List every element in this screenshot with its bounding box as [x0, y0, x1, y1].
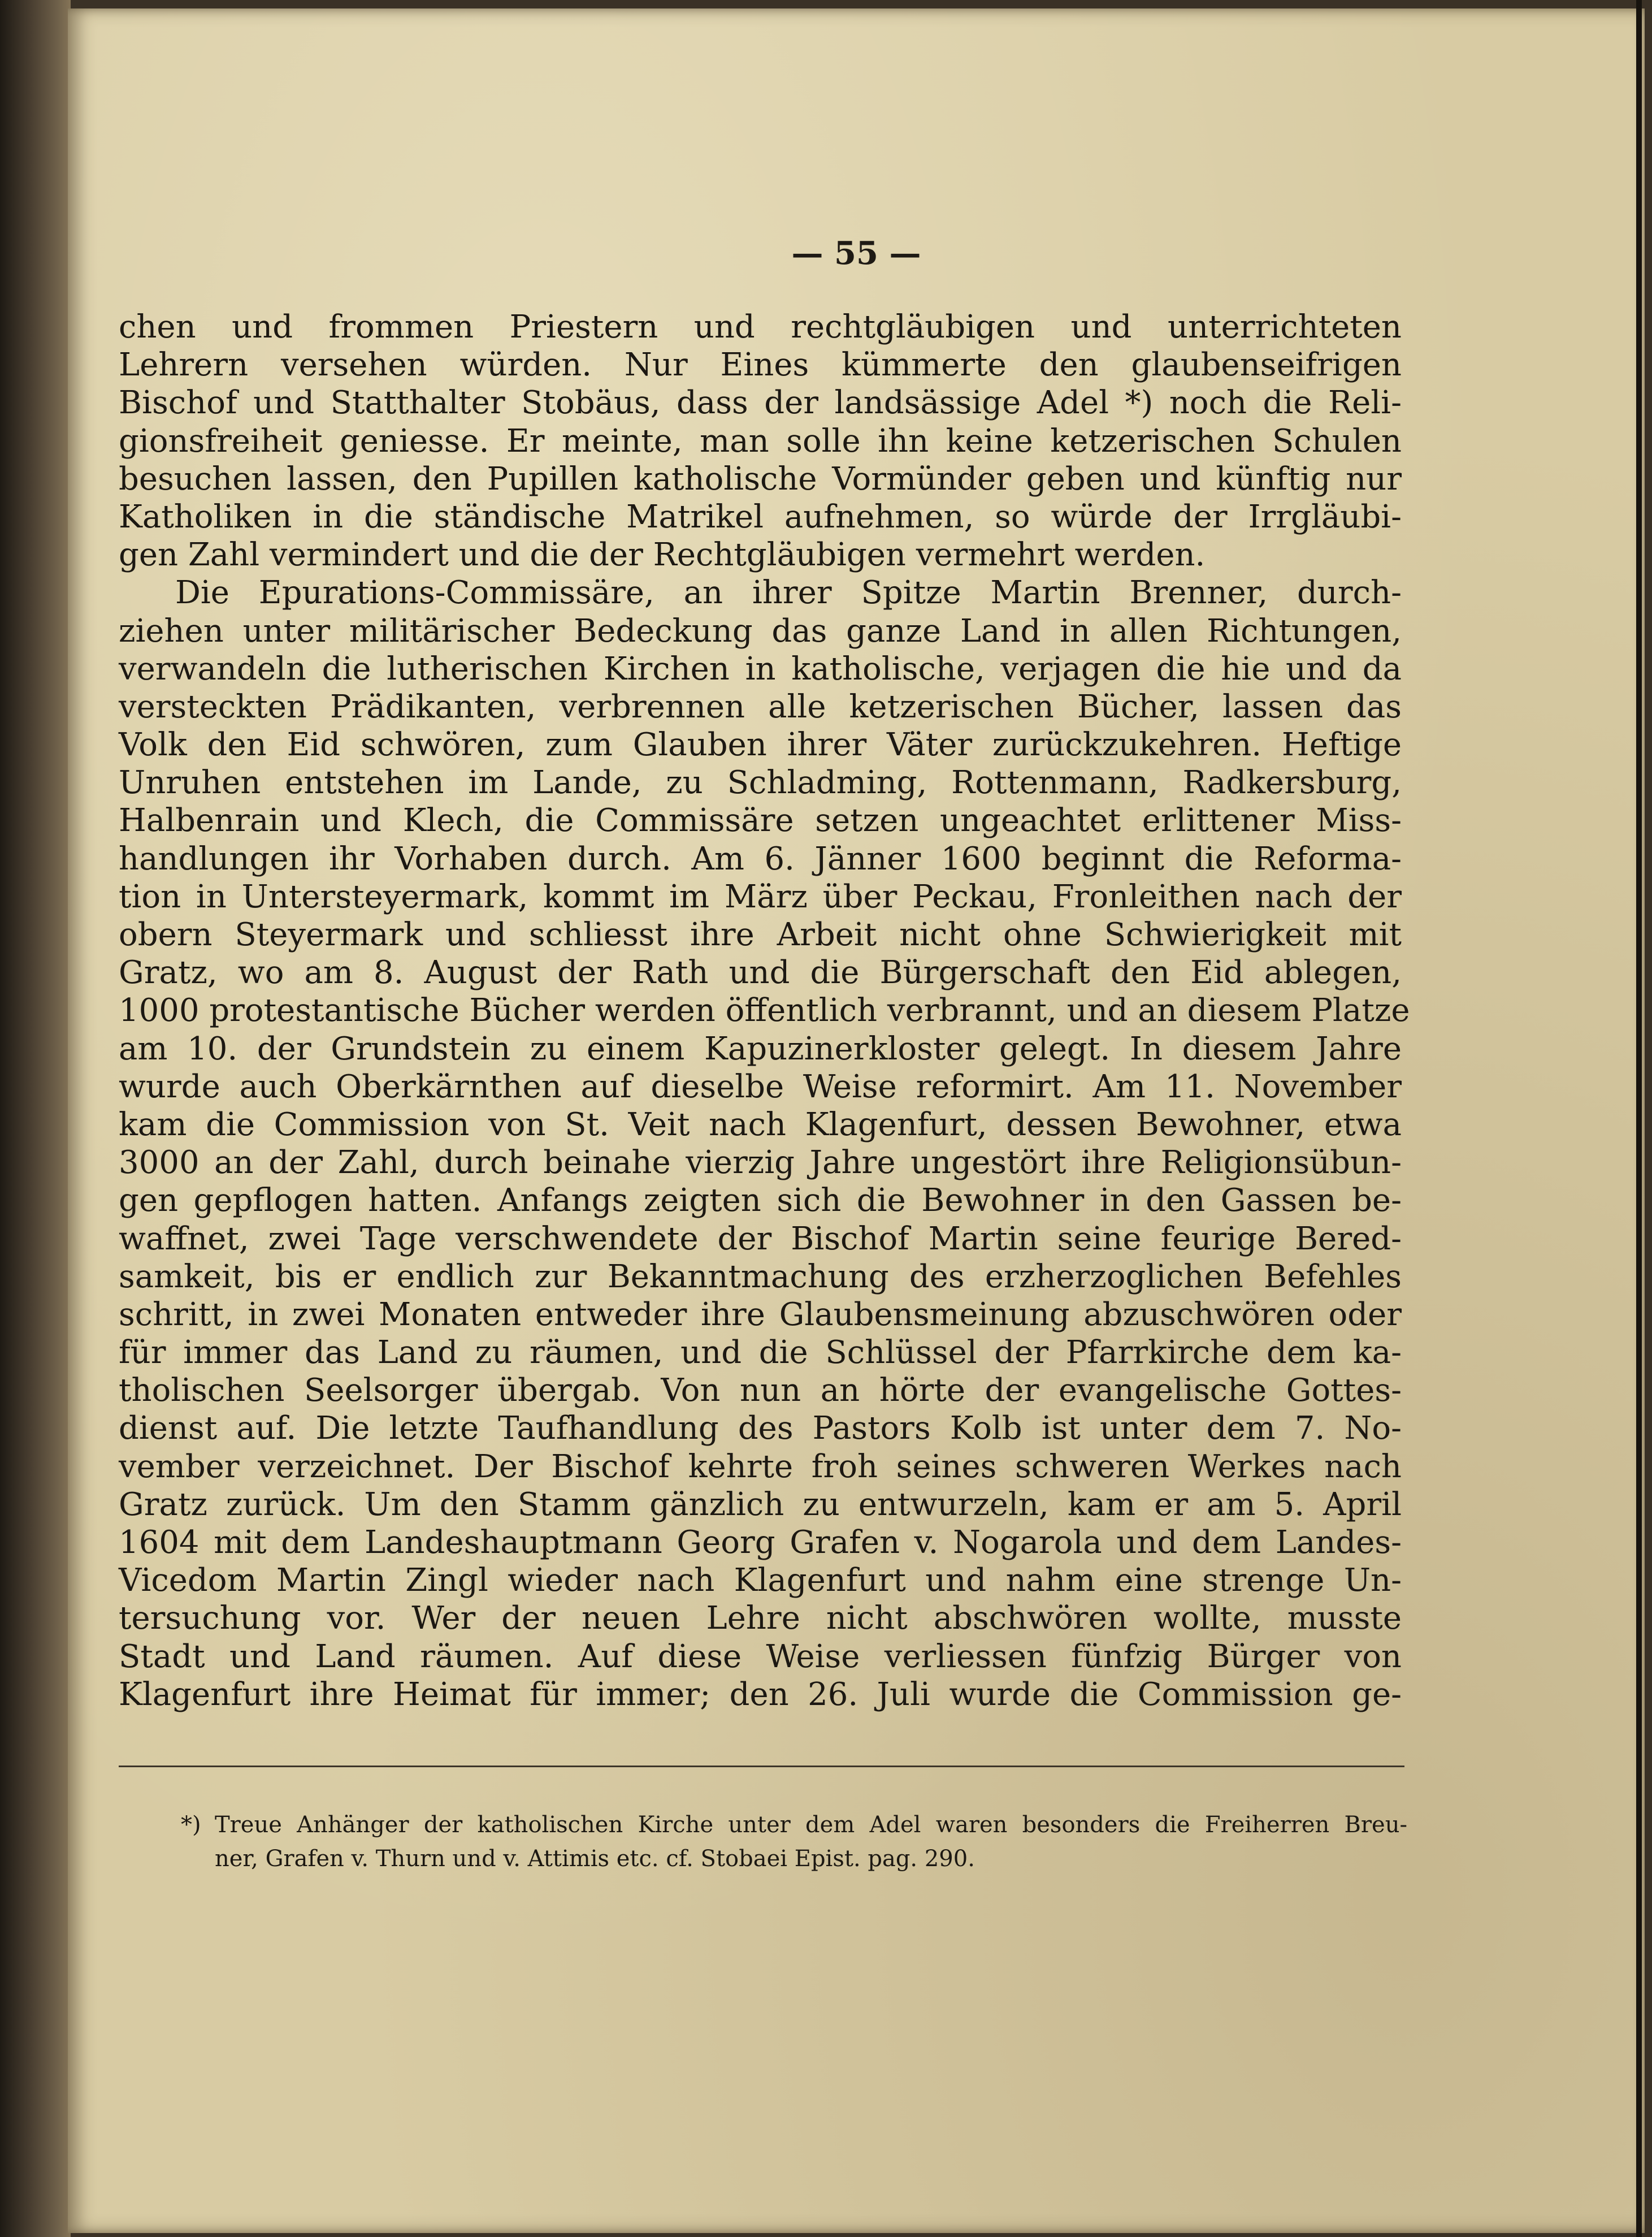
text-line: am 10. der Grundstein zu einem Kapuzinerkloster gelegt. In diesem Jahre: [119, 1030, 1402, 1067]
footnote-marker: *): [181, 1812, 201, 1838]
footnote-line: Treue Anhänger der katholischen Kirche unter dem Adel waren besonders die Freiherren Breu-: [215, 1812, 1407, 1838]
text-line: Volk den Eid schwören, zum Glauben ihrer Väter zurückzukehren. Heftige: [119, 726, 1402, 764]
text-line: Halbenrain und Klech, die Commissäre setzen ungeachtet erlittener Miss-: [119, 802, 1402, 840]
text-line: handlungen ihr Vorhaben durch. Am 6. Jänner 1600 beginnt die Reforma-: [119, 840, 1402, 877]
text-line: 3000 an der Zahl, durch beinahe vierzig Jahre ungestört ihre Religionsübun-: [119, 1144, 1402, 1182]
text-line: Die Epurations-Commissäre, an ihrer Spitze Martin Brenner, durch-: [175, 574, 1402, 612]
page-edge: [1636, 0, 1642, 2237]
footnote-divider: [119, 1766, 1404, 1767]
text-line: Gratz, wo am 8. August der Rath und die Bürgerschaft den Eid ablegen,: [119, 954, 1402, 992]
text-line: besuchen lassen, den Pupillen katholische Vormünder geben und künftig nur: [119, 460, 1402, 497]
text-line: 1604 mit dem Landeshauptmann Georg Grafen v. Nogarola und dem Landes-: [119, 1524, 1402, 1561]
text-line: obern Steyermark und schliesst ihre Arbeit nicht ohne Schwierigkeit mit: [119, 916, 1402, 953]
text-line: Katholiken in die ständische Matrikel aufnehmen, so würde der Irrgläubi-: [119, 498, 1402, 535]
text-line: chen und frommen Priestern und rechtgläubigen und unterrichteten: [119, 309, 1402, 345]
text-line: Unruhen entstehen im Lande, zu Schladming, Rottenmann, Radkersburg,: [119, 764, 1402, 802]
text-line: versteckten Prädikanten, verbrennen alle ketzerischen Bücher, lassen das: [119, 688, 1402, 725]
text-line: tersuchung vor. Wer der neuen Lehre nicht abschwören wollte, musste: [119, 1600, 1402, 1637]
page-number: — 55 —: [791, 235, 921, 272]
text-line: gen Zahl vermindert und die der Rechtgläubigen vermehrt werden.: [119, 536, 1206, 574]
text-line: Vicedom Martin Zingl wieder nach Klagenfurt und nahm eine strenge Un-: [119, 1562, 1402, 1599]
text-line: waffnet, zwei Tage verschwendete der Bischof Martin seine feurige Bered-: [119, 1220, 1402, 1257]
text-line: tion in Untersteyermark, kommt im März über Peckau, Fronleithen nach der: [119, 878, 1402, 915]
text-line: samkeit, bis er endlich zur Bekanntmachung des erzherzoglichen Befehles: [119, 1258, 1402, 1295]
text-line: verwandeln die lutherischen Kirchen in katholische, verjagen die hie und da: [119, 650, 1402, 687]
text-line: schritt, in zwei Monaten entweder ihre Glaubensmeinung abzuschwören oder: [119, 1296, 1402, 1333]
text-line: Stadt und Land räumen. Auf diese Weise verliessen fünfzig Bürger von: [119, 1638, 1402, 1675]
text-line: Bischof und Statthalter Stobäus, dass der landsässige Adel *) noch die Reli-: [119, 384, 1402, 422]
text-line: Klagenfurt ihre Heimat für immer; den 26. Juli wurde die Commission ge-: [119, 1676, 1402, 1713]
text-line: kam die Commission von St. Veit nach Klagenfurt, dessen Bewohner, etwa: [119, 1106, 1402, 1143]
book-spine: [0, 0, 71, 2237]
text-line: Lehrern versehen würden. Nur Eines kümmerte den glaubenseifrigen: [119, 347, 1402, 384]
text-line: wurde auch Oberkärnthen auf dieselbe Weise reformirt. Am 11. November: [119, 1068, 1402, 1105]
text-line: für immer das Land zu räumen, und die Schlüssel der Pfarrkirche dem ka-: [119, 1334, 1402, 1371]
body-text: [119, 308, 1410, 1714]
text-line: Gratz zurück. Um den Stamm gänzlich zu entwurzeln, kam er am 5. April: [119, 1486, 1402, 1523]
text-line: ziehen unter militärischer Bedeckung das ganze Land in allen Richtungen,: [119, 612, 1402, 650]
footnote: [181, 1808, 1407, 1876]
footnote-line: ner, Grafen v. Thurn und v. Attimis etc. cf. Stobaei Epist. pag. 290.: [215, 1846, 975, 1872]
text-line: vember verzeichnet. Der Bischof kehrte froh seines schweren Werkes nach: [119, 1448, 1402, 1485]
text-line: dienst auf. Die letzte Taufhandlung des Pastors Kolb ist unter dem 7. No-: [119, 1410, 1402, 1447]
text-line: gionsfreiheit geniesse. Er meinte, man solle ihn keine ketzerischen Schulen: [119, 422, 1402, 460]
text-line: tholischen Seelsorger übergab. Von nun an hörte der evangelische Gottes-: [119, 1372, 1402, 1409]
text-line: 1000 protestantische Bücher werden öffentlich verbrannt, und an diesem Platze: [119, 992, 1410, 1029]
text-line: gen gepflogen hatten. Anfangs zeigten sich die Bewohner in den Gassen be-: [119, 1182, 1402, 1219]
